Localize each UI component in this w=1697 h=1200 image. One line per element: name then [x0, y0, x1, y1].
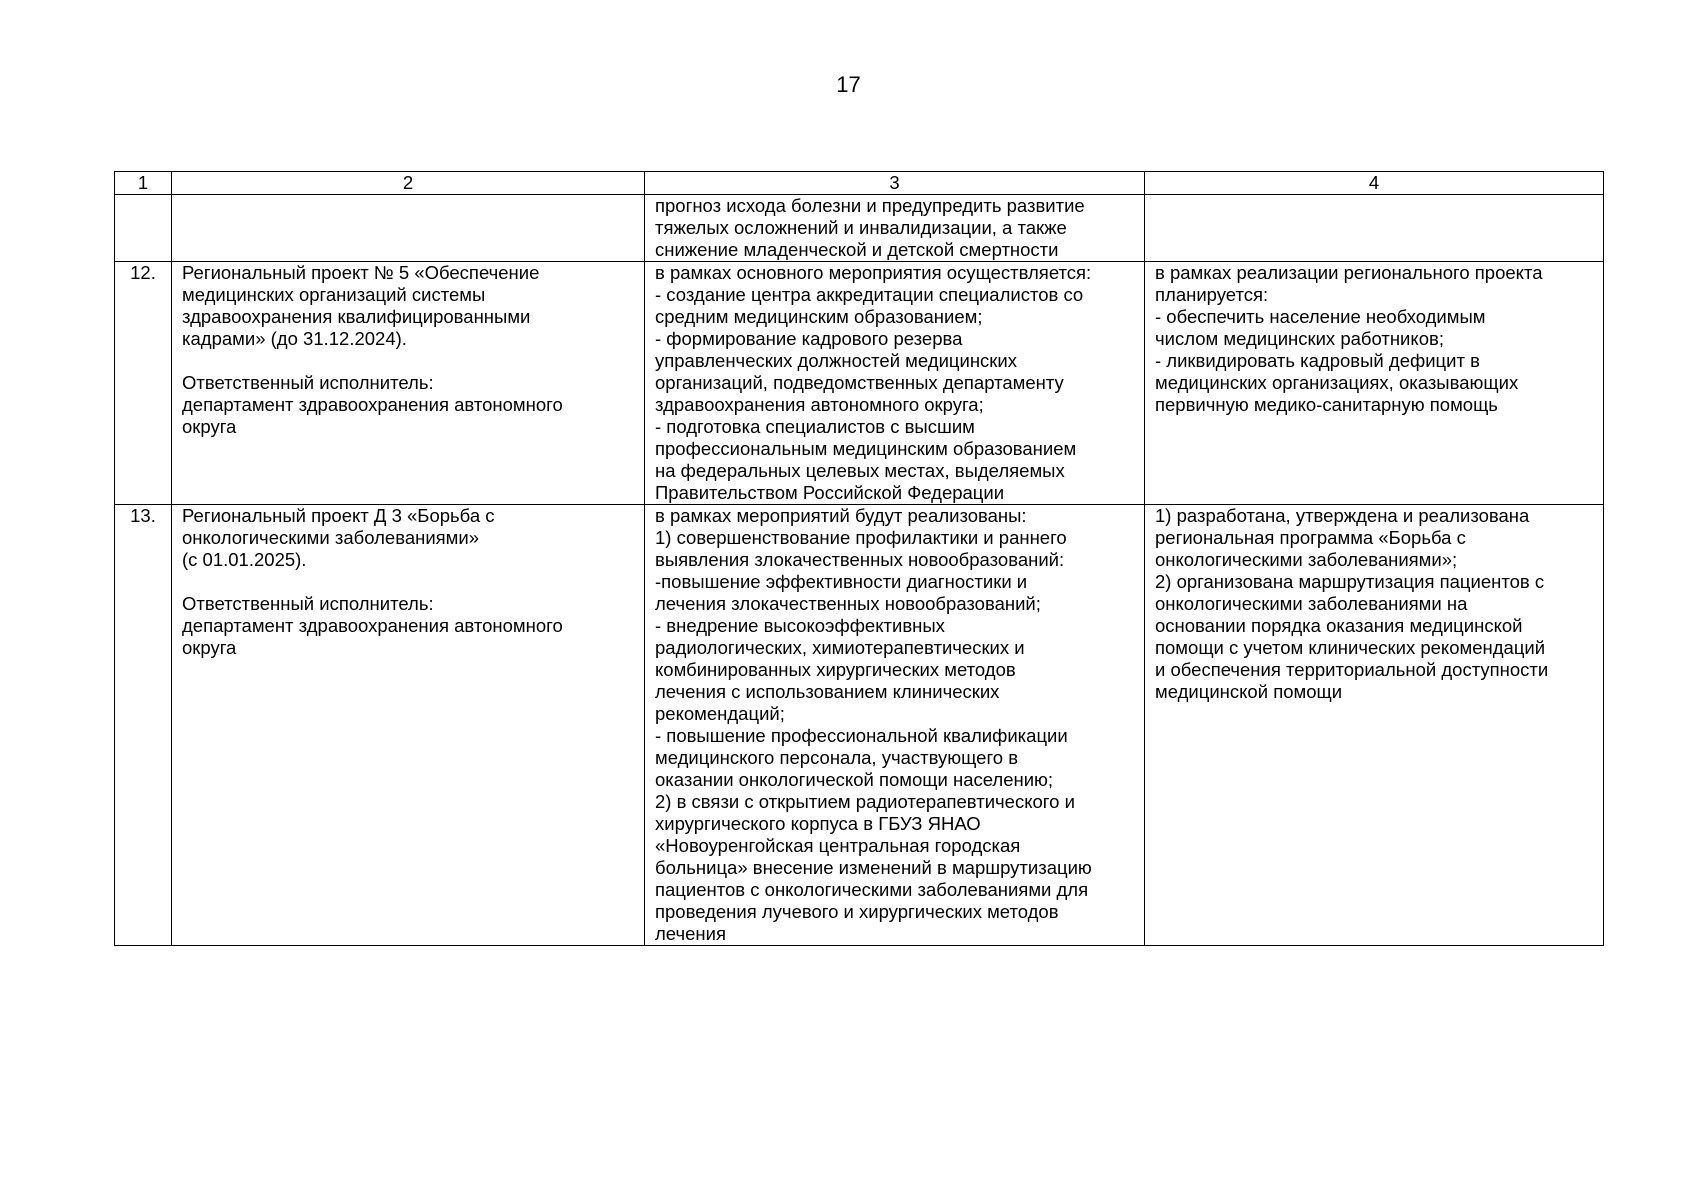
header-cell-2: 2 — [172, 172, 645, 195]
text-line: в рамках основного мероприятия осуществляется: — [655, 262, 1092, 283]
text-line: Ответственный исполнитель: — [182, 372, 434, 393]
text-line: лечения с использованием клинических — [655, 681, 1000, 702]
text-line: (с 01.01.2025). — [182, 549, 307, 570]
text-line: на федеральных целевых местах, выделяемых — [655, 460, 1065, 481]
text-line: региональная программа «Борьба с — [1155, 527, 1466, 548]
text-line: оказании онкологической помощи населению; — [655, 769, 1054, 790]
text-line: - формирование кадрового резерва — [655, 328, 963, 349]
text-line: - подготовка специалистов с высшим — [655, 416, 975, 437]
text-line: лечения — [655, 923, 726, 944]
table-row-13 — [115, 505, 1604, 946]
page-number: 17 — [836, 72, 861, 97]
row-number-cell: 13. — [115, 505, 172, 946]
text-line: основании порядка оказания медицинской — [1155, 615, 1523, 636]
text-line: - обеспечить население необходимым — [1155, 306, 1486, 327]
text-line: - создание центра аккредитации специалистов со — [655, 284, 1084, 305]
measures-cell — [645, 505, 1145, 946]
text-line: 2) организована маршрутизация пациентов с — [1155, 571, 1545, 592]
text-line: тяжелых осложнений и инвалидизации, а также — [655, 217, 1067, 238]
measures-cell — [645, 195, 1145, 262]
text-line: - ликвидировать кадровый дефицит в — [1155, 350, 1480, 371]
text-line: 1) разработана, утверждена и реализована — [1155, 505, 1530, 526]
text-line: кадрами» (до 31.12.2024). — [182, 328, 407, 349]
text-line: выявления злокачественных новообразований: — [655, 549, 1065, 570]
project-cell — [172, 262, 645, 505]
text-line: округа — [182, 637, 237, 658]
text-line: 2) в связи с открытием радиотерапевтического и — [655, 791, 1075, 812]
text-line: снижение младенческой и детской смертности — [655, 239, 1059, 260]
text-line: онкологическими заболеваниями»; — [1155, 549, 1458, 570]
header-cell-4: 4 — [1145, 172, 1604, 195]
text-line: помощи с учетом клинических рекомендаций — [1155, 637, 1546, 658]
text-line: департамент здравоохранения автономного — [182, 394, 563, 415]
text-line: Региональный проект № 5 «Обеспечение — [182, 262, 540, 283]
project-cell — [172, 505, 645, 946]
text-line: онкологическими заболеваниями на — [1155, 593, 1468, 614]
text-line: управленческих должностей медицинских — [655, 350, 1017, 371]
table-header-row — [115, 172, 1604, 195]
results-cell — [1145, 262, 1604, 505]
row-number-cell — [115, 195, 172, 262]
text-line: здравоохранения квалифицированными — [182, 306, 531, 327]
text-line: Правительством Российской Федерации — [655, 482, 1005, 503]
text-line: прогноз исхода болезни и предупредить развитие — [655, 195, 1085, 216]
text-line: проведения лучевого и хирургических методов — [655, 901, 1059, 922]
text-line: хирургического корпуса в ГБУЗ ЯНАО — [655, 813, 981, 834]
text-line: больница» внесение изменений в маршрутизацию — [655, 857, 1092, 878]
spacer — [182, 350, 634, 372]
results-cell — [1145, 505, 1604, 946]
table-row-continuation — [115, 195, 1604, 262]
program-table — [114, 171, 1604, 946]
text-line: комбинированных хирургических методов — [655, 659, 1016, 680]
text-line: профессиональным медицинским образованием — [655, 438, 1077, 459]
text-line: здравоохранения автономного округа; — [655, 394, 984, 415]
text-line: онкологическими заболеваниями» — [182, 527, 480, 548]
text-line: первичную медико-санитарную помощь — [1155, 394, 1498, 415]
text-line: - повышение профессиональной квалификации — [655, 725, 1068, 746]
text-line: пациентов с онкологическими заболеваниями для — [655, 879, 1089, 900]
text-line: средним медицинским образованием; — [655, 306, 983, 327]
text-line: Региональный проект Д 3 «Борьба с — [182, 505, 495, 526]
text-line: - внедрение высокоэффективных — [655, 615, 945, 636]
text-line: организаций, подведомственных департаменту — [655, 372, 1064, 393]
project-cell — [172, 195, 645, 262]
text-line: медицинских организаций системы — [182, 284, 486, 305]
text-line: округа — [182, 416, 237, 437]
text-line: медицинского персонала, участвующего в — [655, 747, 1019, 768]
text-line: планируется: — [1155, 284, 1269, 305]
text-line: «Новоуренгойская центральная городская — [655, 835, 1021, 856]
text-line: медицинских организациях, оказывающих — [1155, 372, 1519, 393]
text-line: в рамках реализации регионального проекта — [1155, 262, 1543, 283]
row-number-cell: 12. — [115, 262, 172, 505]
text-line: медицинской помощи — [1155, 681, 1343, 702]
text-line: -повышение эффективности диагностики и — [655, 571, 1028, 592]
text-line: радиологических, химиотерапевтических и — [655, 637, 1025, 658]
header-cell-1: 1 — [115, 172, 172, 195]
text-line: департамент здравоохранения автономного — [182, 615, 563, 636]
text-line: числом медицинских работников; — [1155, 328, 1444, 349]
text-line: в рамках мероприятий будут реализованы: — [655, 505, 1027, 526]
text-line: лечения злокачественных новообразований; — [655, 593, 1041, 614]
text-line: 1) совершенствование профилактики и раннего — [655, 527, 1067, 548]
results-cell — [1145, 195, 1604, 262]
table-row-12 — [115, 262, 1604, 505]
spacer — [182, 571, 634, 593]
measures-cell — [645, 262, 1145, 505]
text-line: Ответственный исполнитель: — [182, 593, 434, 614]
header-cell-3: 3 — [645, 172, 1145, 195]
text-line: и обеспечения территориальной доступности — [1155, 659, 1549, 680]
text-line: рекомендаций; — [655, 703, 785, 724]
